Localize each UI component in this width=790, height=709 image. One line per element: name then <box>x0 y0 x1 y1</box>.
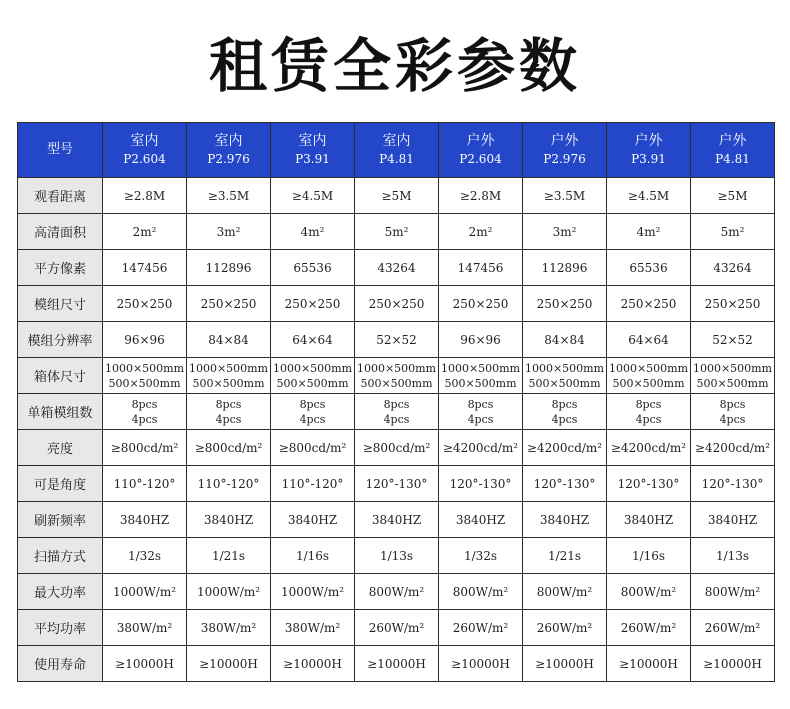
cell-line: 500×500mm <box>192 376 265 390</box>
cell-line: 4pcs <box>467 412 494 426</box>
column-model: P3.91 <box>631 152 666 166</box>
table-cell: 250×250 <box>271 286 355 322</box>
table-cell: 120°-130° <box>439 466 523 502</box>
table-header <box>18 123 775 178</box>
table-cell: ≥800cd/m² <box>187 430 271 466</box>
column-location: 室内 <box>214 133 243 149</box>
table-cell: 110°-120° <box>187 466 271 502</box>
model-header-label: 型号 <box>18 123 103 178</box>
table-cell: ≥10000H <box>187 646 271 682</box>
cell-line: 8pcs <box>635 397 662 411</box>
table-cell: 52×52 <box>355 322 439 358</box>
table-cell: 147456 <box>439 250 523 286</box>
table-cell <box>523 358 607 394</box>
column-location: 室内 <box>298 133 327 149</box>
cell-line: 8pcs <box>299 397 326 411</box>
table-cell <box>691 358 775 394</box>
column-location: 户外 <box>550 133 579 149</box>
cell-line: 1000×500mm <box>272 361 353 375</box>
model-column-header <box>271 123 355 178</box>
table-cell: 250×250 <box>103 286 187 322</box>
table-cell: ≥4.5M <box>271 178 355 214</box>
row-label: 刷新频率 <box>18 502 103 538</box>
table-cell: 1/13s <box>691 538 775 574</box>
table-cell: 120°-130° <box>355 466 439 502</box>
table-cell: 4m² <box>271 214 355 250</box>
table-row <box>18 574 775 610</box>
column-model: P3.91 <box>295 152 330 166</box>
cell-line: 1000×500mm <box>440 361 521 375</box>
table-cell: 3840HZ <box>187 502 271 538</box>
table-cell: 800W/m² <box>607 574 691 610</box>
table-cell: 52×52 <box>691 322 775 358</box>
column-model: P4.81 <box>379 152 414 166</box>
cell-line: 500×500mm <box>528 376 601 390</box>
cell-line: 4pcs <box>131 412 158 426</box>
table-cell: 1000W/m² <box>187 574 271 610</box>
row-label: 箱体尺寸 <box>18 358 103 394</box>
cell-line: 1000×500mm <box>608 361 689 375</box>
cell-line: 4pcs <box>383 412 410 426</box>
table-cell: ≥10000H <box>355 646 439 682</box>
row-label: 单箱模组数 <box>18 394 103 430</box>
table-cell: 260W/m² <box>355 610 439 646</box>
table-cell: 2m² <box>103 214 187 250</box>
table-cell: 96×96 <box>103 322 187 358</box>
cell-line: 500×500mm <box>108 376 181 390</box>
table-cell <box>187 358 271 394</box>
cell-line: 8pcs <box>719 397 746 411</box>
table-cell: 3840HZ <box>355 502 439 538</box>
table-cell <box>271 358 355 394</box>
row-label: 亮度 <box>18 430 103 466</box>
row-label: 最大功率 <box>18 574 103 610</box>
model-column-header <box>187 123 271 178</box>
table-cell <box>103 358 187 394</box>
table-cell: 250×250 <box>355 286 439 322</box>
table-cell: 260W/m² <box>691 610 775 646</box>
cell-line: 4pcs <box>215 412 242 426</box>
table-cell: 112896 <box>187 250 271 286</box>
column-model: P4.81 <box>715 152 750 166</box>
cell-line: 1000×500mm <box>524 361 605 375</box>
table-cell: 1/13s <box>355 538 439 574</box>
cell-line: 4pcs <box>299 412 326 426</box>
table-row <box>18 646 775 682</box>
spec-table <box>17 122 775 682</box>
table-row <box>18 466 775 502</box>
column-location: 户外 <box>634 133 663 149</box>
cell-line: 4pcs <box>719 412 746 426</box>
table-cell: 3m² <box>523 214 607 250</box>
table-cell: 250×250 <box>187 286 271 322</box>
table-cell: 1/21s <box>187 538 271 574</box>
row-label: 模组分辨率 <box>18 322 103 358</box>
table-cell: 120°-130° <box>691 466 775 502</box>
column-model: P2.976 <box>207 152 250 166</box>
table-cell: 380W/m² <box>187 610 271 646</box>
table-cell: 96×96 <box>439 322 523 358</box>
table-cell: 1/16s <box>607 538 691 574</box>
table-cell: 64×64 <box>271 322 355 358</box>
table-cell: 1/16s <box>271 538 355 574</box>
table-cell: ≥10000H <box>103 646 187 682</box>
row-label: 平均功率 <box>18 610 103 646</box>
cell-line: 8pcs <box>383 397 410 411</box>
table-cell: ≥10000H <box>691 646 775 682</box>
table-cell <box>523 394 607 430</box>
table-cell: 147456 <box>103 250 187 286</box>
column-location: 户外 <box>466 133 495 149</box>
table-cell: 1/32s <box>103 538 187 574</box>
cell-line: 500×500mm <box>612 376 685 390</box>
row-label: 高清面积 <box>18 214 103 250</box>
model-column-header <box>691 123 775 178</box>
table-cell <box>103 394 187 430</box>
table-cell: 260W/m² <box>439 610 523 646</box>
table-cell: 260W/m² <box>523 610 607 646</box>
table-row <box>18 178 775 214</box>
table-cell: 3m² <box>187 214 271 250</box>
table-cell: ≥3.5M <box>187 178 271 214</box>
table-cell: 64×64 <box>607 322 691 358</box>
table-cell: 5m² <box>355 214 439 250</box>
table-row <box>18 250 775 286</box>
column-model: P2.604 <box>459 152 502 166</box>
table-cell: 800W/m² <box>355 574 439 610</box>
column-model: P2.976 <box>543 152 586 166</box>
model-column-header <box>523 123 607 178</box>
row-label: 观看距离 <box>18 178 103 214</box>
table-cell: 4m² <box>607 214 691 250</box>
header-row <box>18 123 775 178</box>
table-cell: 120°-130° <box>523 466 607 502</box>
table-cell: 110°-120° <box>103 466 187 502</box>
table-cell: 800W/m² <box>523 574 607 610</box>
table-row <box>18 214 775 250</box>
table-cell: 84×84 <box>523 322 607 358</box>
table-cell: ≥5M <box>355 178 439 214</box>
table-row <box>18 610 775 646</box>
table-cell: ≥800cd/m² <box>103 430 187 466</box>
table-row <box>18 322 775 358</box>
column-location: 户外 <box>718 133 747 149</box>
table-cell: 3840HZ <box>607 502 691 538</box>
table-cell: 1/21s <box>523 538 607 574</box>
table-cell: 65536 <box>271 250 355 286</box>
table-cell: ≥3.5M <box>523 178 607 214</box>
cell-line: 500×500mm <box>276 376 349 390</box>
cell-line: 8pcs <box>131 397 158 411</box>
table-cell: 250×250 <box>607 286 691 322</box>
table-cell: 120°-130° <box>607 466 691 502</box>
cell-line: 4pcs <box>551 412 578 426</box>
table-row <box>18 358 775 394</box>
table-cell: 380W/m² <box>103 610 187 646</box>
table-cell: ≥4200cd/m² <box>691 430 775 466</box>
table-cell <box>691 394 775 430</box>
model-column-header <box>607 123 691 178</box>
row-label: 使用寿命 <box>18 646 103 682</box>
table-cell: 43264 <box>691 250 775 286</box>
column-location: 室内 <box>130 133 159 149</box>
row-label: 扫描方式 <box>18 538 103 574</box>
table-cell: 800W/m² <box>691 574 775 610</box>
table-cell <box>355 358 439 394</box>
table-cell: 65536 <box>607 250 691 286</box>
cell-line: 1000×500mm <box>356 361 437 375</box>
table-cell <box>187 394 271 430</box>
table-row <box>18 502 775 538</box>
table-cell: ≥5M <box>691 178 775 214</box>
row-label: 平方像素 <box>18 250 103 286</box>
table-cell <box>607 358 691 394</box>
cell-line: 1000×500mm <box>692 361 773 375</box>
table-cell: 800W/m² <box>439 574 523 610</box>
table-cell: 3840HZ <box>103 502 187 538</box>
table-cell: ≥10000H <box>439 646 523 682</box>
column-location: 室内 <box>382 133 411 149</box>
cell-line: 1000×500mm <box>188 361 269 375</box>
table-cell: 250×250 <box>691 286 775 322</box>
table-cell: 2m² <box>439 214 523 250</box>
table-cell: 250×250 <box>523 286 607 322</box>
cell-line: 1000×500mm <box>104 361 185 375</box>
table-cell: ≥10000H <box>523 646 607 682</box>
table-body <box>18 178 775 682</box>
cell-line: 8pcs <box>467 397 494 411</box>
cell-line: 500×500mm <box>444 376 517 390</box>
table-row <box>18 394 775 430</box>
table-cell: ≥2.8M <box>439 178 523 214</box>
table-cell: 84×84 <box>187 322 271 358</box>
table-cell: 1/32s <box>439 538 523 574</box>
table-cell: 1000W/m² <box>271 574 355 610</box>
table-cell: 112896 <box>523 250 607 286</box>
table-cell: 1000W/m² <box>103 574 187 610</box>
table-cell: 3840HZ <box>691 502 775 538</box>
table-cell: ≥800cd/m² <box>271 430 355 466</box>
table-cell: 3840HZ <box>523 502 607 538</box>
cell-line: 500×500mm <box>360 376 433 390</box>
table-cell <box>607 394 691 430</box>
table-cell: ≥4200cd/m² <box>523 430 607 466</box>
model-column-header <box>355 123 439 178</box>
table-cell: ≥10000H <box>271 646 355 682</box>
table-cell: ≥4200cd/m² <box>607 430 691 466</box>
table-cell <box>355 394 439 430</box>
table-cell: 5m² <box>691 214 775 250</box>
cell-line: 500×500mm <box>696 376 769 390</box>
table-cell: 43264 <box>355 250 439 286</box>
table-cell: 3840HZ <box>439 502 523 538</box>
cell-line: 4pcs <box>635 412 662 426</box>
table-cell: ≥4200cd/m² <box>439 430 523 466</box>
table-cell <box>271 394 355 430</box>
row-label: 可是角度 <box>18 466 103 502</box>
page-title: 租赁全彩参数 <box>208 32 581 100</box>
column-model: P2.604 <box>123 152 166 166</box>
table-cell: 110°-120° <box>271 466 355 502</box>
table-cell <box>439 358 523 394</box>
table-cell: 250×250 <box>439 286 523 322</box>
table-cell <box>439 394 523 430</box>
table-cell: ≥4.5M <box>607 178 691 214</box>
table-cell: ≥10000H <box>607 646 691 682</box>
table-row <box>18 430 775 466</box>
table-row <box>18 538 775 574</box>
model-column-header <box>103 123 187 178</box>
cell-line: 8pcs <box>551 397 578 411</box>
table-cell: ≥2.8M <box>103 178 187 214</box>
table-cell: 260W/m² <box>607 610 691 646</box>
table-row <box>18 286 775 322</box>
model-column-header <box>439 123 523 178</box>
table-cell: 3840HZ <box>271 502 355 538</box>
row-label: 模组尺寸 <box>18 286 103 322</box>
table-cell: ≥800cd/m² <box>355 430 439 466</box>
table-cell: 380W/m² <box>271 610 355 646</box>
cell-line: 8pcs <box>215 397 242 411</box>
